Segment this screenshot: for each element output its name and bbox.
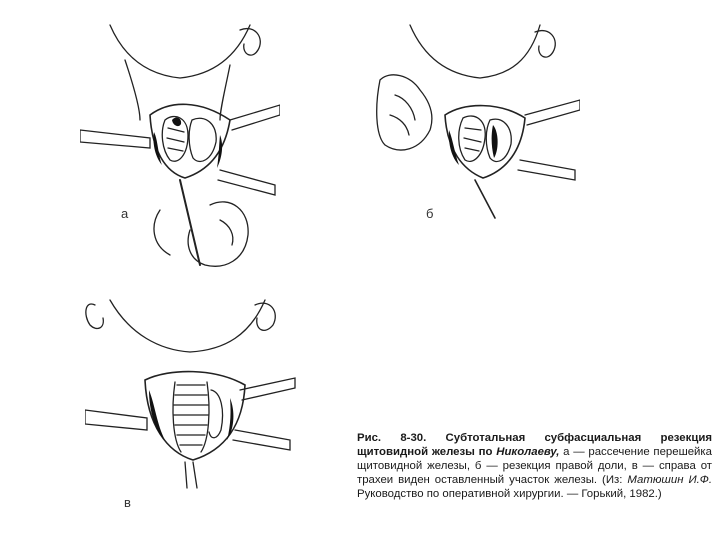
caption-title: Субтотальная субфасциальная резекция щитовидной железы по — [357, 432, 712, 458]
illustration-panel-c — [85, 290, 300, 490]
caption-source-author: Матюшин И.Ф. — [627, 474, 713, 486]
illustration-panel-b — [375, 20, 580, 220]
caption-body: а — рассечение перешейка щитовидной железы, б — резекция правой доли, в — справа от трахеи виден оставленный участок железы. (Из: — [357, 446, 712, 486]
surgical-drawing-c — [85, 290, 300, 490]
panel-label-b: б — [426, 206, 434, 221]
panel-label-c: в — [124, 495, 131, 510]
figure-caption — [357, 431, 712, 501]
caption-title-author: Николаеву, — [496, 446, 560, 458]
illustration-panel-a — [80, 20, 280, 280]
caption-source: Руководство по оперативной хирургии. — Горький, 1982.) — [357, 488, 662, 500]
panel-label-a: а — [121, 206, 129, 221]
caption-number: Рис. 8-30. — [357, 432, 427, 444]
surgical-drawing-a — [80, 20, 280, 280]
surgical-drawing-b — [375, 20, 580, 220]
